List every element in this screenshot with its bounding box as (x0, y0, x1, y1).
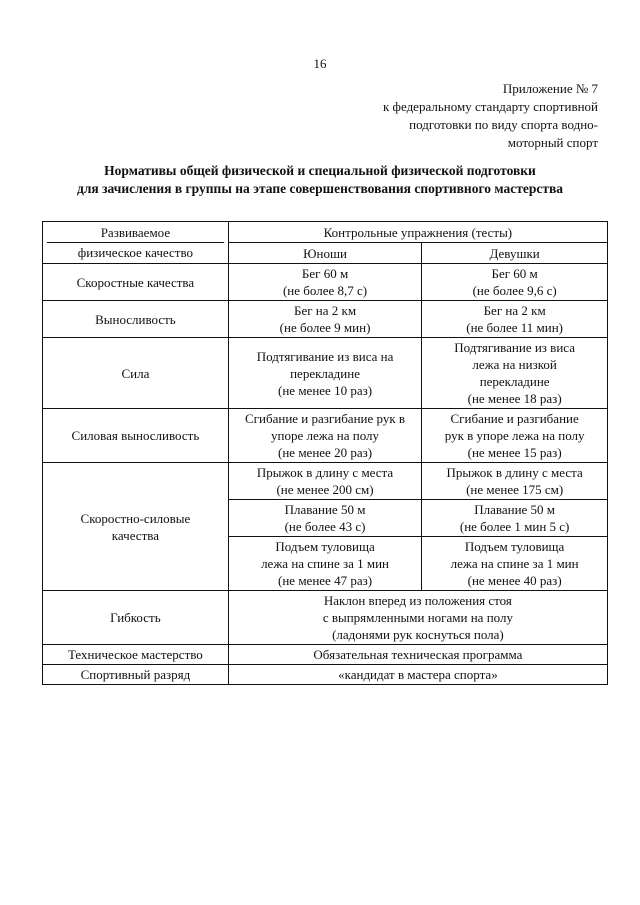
table-row (43, 665, 608, 685)
table-row (43, 409, 608, 463)
girls-cell (422, 537, 608, 591)
cell-line: (не менее 18 раз) (467, 391, 562, 406)
cell-line: (не менее 175 см) (466, 482, 564, 497)
cell-line: (не менее 200 см) (276, 482, 374, 497)
header-quality-line-1: Развиваемое (100, 225, 171, 240)
boys-cell (228, 463, 421, 500)
cell-line: Прыжок в длину с места (446, 465, 583, 480)
boys-cell (228, 500, 421, 537)
girls-cell (422, 463, 608, 500)
girls-cell (422, 264, 608, 301)
appendix-line: моторный спорт (507, 135, 598, 150)
quality-cell: Техническое мастерство (43, 645, 229, 665)
cell-line: (не более 9,6 с) (472, 283, 557, 298)
cell-line: упоре лежа на полу (271, 428, 380, 443)
cell-line: (не менее 15 раз) (467, 445, 562, 460)
cell-line: Сгибание и разгибание (450, 411, 579, 426)
title-line: для зачисления в группы на этапе совершенствования спортивного мастерства (76, 181, 563, 196)
cell-line: (не менее 20 раз) (278, 445, 373, 460)
appendix-line: к федеральному стандарту спортивной (382, 99, 598, 114)
cell-line: лежа на спине за 1 мин (450, 556, 579, 571)
cell-line: Подтягивание из виса на (256, 348, 394, 364)
appendix-header (383, 80, 598, 152)
table-row (43, 645, 608, 665)
cell-line: Подъем туловища (275, 539, 375, 554)
cell-line: Наклон вперед из положения стоя (323, 593, 512, 608)
quality-cell: Силовая выносливость (43, 409, 229, 463)
quality-cell (43, 463, 229, 591)
cell-line: лежа на низкой (472, 357, 557, 372)
cell-line: Плавание 50 м (474, 502, 556, 517)
table-row (43, 463, 608, 500)
cell-line: (не более 9 мин) (279, 320, 371, 335)
cell-line: рук в упоре лежа на полу (444, 428, 585, 443)
header-girls-cell: Девушки (422, 243, 608, 264)
cell-line: Бег 60 м (301, 266, 349, 281)
cell-line: (не менее 47 раз) (278, 573, 373, 588)
appendix-line: Приложение № 7 (502, 81, 598, 96)
norms-table (42, 221, 608, 685)
cell-line: (не менее 10 раз) (278, 382, 373, 398)
cell-line: с выпрямленными ногами на полу (322, 610, 513, 625)
cell-line: Бег 60 м (491, 266, 538, 281)
quality-cell: Спортивный разряд (43, 665, 229, 685)
cell-line: «кандидат в мастера спорта» (338, 667, 498, 682)
boys-cell (228, 301, 421, 338)
boys-cell (228, 537, 421, 591)
page-number: 16 (313, 56, 327, 71)
cell-line: Подтягивание из виса (454, 340, 575, 355)
cell-line: Прыжок в длину с места (256, 465, 394, 480)
boys-cell (228, 264, 421, 301)
shared-test-cell (228, 591, 607, 645)
girls-cell (422, 338, 608, 409)
table-row (43, 591, 608, 645)
table-row (43, 338, 608, 409)
shared-test-cell (228, 645, 607, 665)
cell-line: (не более 43 с) (284, 519, 366, 534)
header-quality-cell (43, 222, 229, 264)
girls-cell (422, 301, 608, 338)
cell-line: Бег на 2 км (483, 303, 546, 318)
quality-cell: Гибкость (43, 591, 229, 645)
boys-cell (228, 409, 421, 463)
cell-line: (не менее 40 раз) (467, 573, 562, 588)
cell-line: Подъем туловища (464, 539, 565, 554)
cell-line: перекладине (479, 374, 550, 389)
appendix-line: подготовки по виду спорта водно- (409, 117, 598, 132)
header-row (43, 222, 608, 243)
document-title (0, 162, 640, 198)
boys-cell (228, 338, 421, 409)
cell-line: Сгибание и разгибание рук в (245, 411, 406, 426)
quality-cell: Сила (43, 338, 229, 409)
header-tests-cell: Контрольные упражнения (тесты) (228, 222, 607, 243)
cell-line: (ладонями рук коснуться пола) (332, 627, 504, 642)
cell-line: лежа на спине за 1 мин (261, 556, 390, 571)
cell-line: Обязательная техническая программа (313, 647, 523, 662)
quality-cell: Выносливость (43, 301, 229, 338)
cell-line: (не более 1 мин 5 с) (459, 519, 570, 534)
quality-line: Скоростно-силовые (80, 510, 191, 526)
quality-line: качества (111, 527, 159, 543)
cell-line: (не более 11 мин) (466, 320, 564, 335)
quality-cell: Скоростные качества (43, 264, 229, 301)
table-row (43, 301, 608, 338)
cell-line: перекладине (290, 365, 360, 381)
girls-cell (422, 500, 608, 537)
cell-line: (не более 8,7 с) (282, 283, 368, 298)
girls-cell (422, 409, 608, 463)
cell-line: Бег на 2 км (293, 303, 357, 318)
shared-test-cell (228, 665, 607, 685)
header-quality-line-2: физическое качество (47, 242, 224, 262)
table-row (43, 264, 608, 301)
cell-line: Плавание 50 м (284, 502, 366, 517)
header-boys-cell: Юноши (228, 243, 421, 264)
title-line: Нормативы общей физической и специальной физической подготовки (104, 163, 536, 178)
